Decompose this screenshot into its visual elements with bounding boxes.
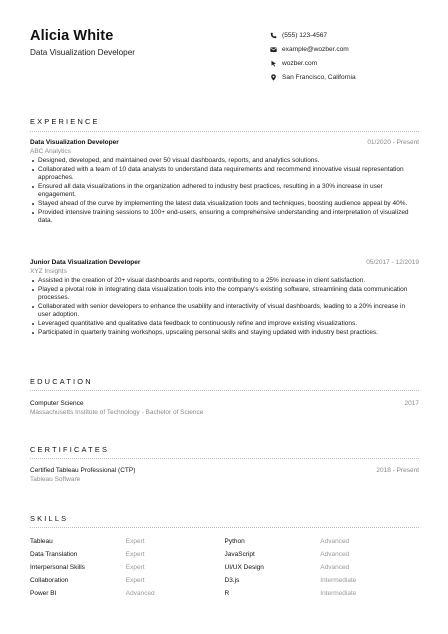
experience-entry — [30, 259, 419, 337]
list-item: Leveraged quantitative and qualitative data feedback to continuously refine and improve existing visualizations. — [30, 320, 419, 329]
skill-level: Expert — [125, 538, 145, 545]
candidate-name: Alicia White — [30, 28, 114, 44]
education-entry — [30, 400, 419, 417]
skill-name: Interpersonal Skills — [30, 564, 85, 571]
contact-phone-text: (555) 123-4567 — [282, 31, 328, 39]
skill-name: JavaScript — [224, 551, 255, 558]
degree-field: Computer Science — [30, 400, 84, 407]
skill-level: Expert — [125, 551, 145, 558]
contact-location — [268, 70, 438, 84]
entry-header — [30, 259, 419, 268]
skill-name: R — [224, 590, 230, 597]
job-title: Data Visualization Developer — [30, 139, 119, 146]
list-item: Collaborated with a team of 10 data analysts to understand data requirements and recommend innovative visual representation approaches. — [30, 166, 419, 183]
company-name: ABC Analytics — [30, 147, 71, 155]
skill-level: Expert — [125, 564, 145, 571]
certificate-name: Certified Tableau Professional (CTP) — [30, 467, 136, 474]
skills-grid — [30, 535, 419, 600]
location-icon — [268, 72, 278, 82]
section-divider — [30, 458, 419, 459]
list-item: Participated in quarterly training workshops, upscaling personal skills and staying updated with industry best practices. — [30, 329, 419, 338]
table-row — [30, 587, 419, 600]
skill-name: Python — [224, 538, 245, 545]
table-row — [30, 561, 419, 574]
phone-icon — [268, 30, 278, 40]
entry-header — [30, 139, 419, 148]
table-row — [30, 574, 419, 587]
certificate-entry — [30, 467, 419, 484]
certificate-dates: 2018 - Present — [376, 467, 419, 474]
entry-header — [30, 400, 419, 409]
list-item: Assisted in the creation of 20+ visual dashboards and reports, contributing to a 25% increase in client satisfaction. — [30, 277, 419, 286]
job-dates: 05/2017 - 12/2019 — [366, 259, 419, 266]
list-item: Played a pivotal role in integrating data visualization tools into the company's existing software, streamlining data communication processes. — [30, 286, 419, 303]
job-title: Junior Data Visualization Developer — [30, 259, 141, 266]
skill-name: Tableau — [30, 538, 53, 545]
skill-name: Power BI — [30, 590, 57, 597]
table-row — [30, 535, 419, 548]
skill-level: Advanced — [320, 538, 350, 545]
entry-header — [30, 467, 419, 476]
contact-location-text: San Francisco, California — [282, 73, 356, 81]
list-item: Designed, developed, and maintained over 50 visual dashboards, reports, and analytics solutions. — [30, 157, 419, 166]
skill-level: Advanced — [320, 551, 350, 558]
section-title-certificates: CERTIFICATES — [30, 445, 110, 454]
contact-website[interactable] — [268, 56, 438, 70]
graduation-year: 2017 — [404, 400, 419, 407]
certificate-issuer: Tableau Software — [30, 475, 81, 483]
company-name: XYZ Insights — [30, 267, 67, 275]
contact-email-text: example@wozber.com — [282, 45, 349, 53]
skill-name: UI/UX Design — [224, 564, 264, 571]
experience-entry — [30, 139, 419, 226]
section-title-skills: SKILLS — [30, 514, 69, 523]
table-row — [30, 548, 419, 561]
contact-block — [268, 28, 438, 84]
skill-name: Collaboration — [30, 577, 69, 584]
list-item: Collaborated with senior developers to enhance the usability and interactivity of visual dashboards, leading to a 20% increase in user adoption. — [30, 303, 419, 320]
skill-level: Intermediate — [320, 590, 357, 597]
achievement-list — [30, 277, 419, 337]
skill-level: Advanced — [320, 564, 350, 571]
school-name: Massachusetts Institute of Technology - Bachelor of Science — [30, 408, 204, 416]
skill-level: Intermediate — [320, 577, 357, 584]
skill-level: Expert — [125, 577, 145, 584]
skill-name: D3.js — [224, 577, 240, 584]
list-item: Ensured all data visualizations in the organization adhered to industry best practices, resulting in a 30% increase in user engagement. — [30, 183, 419, 200]
list-item: Stayed ahead of the curve by implementing the latest data visualization tools and techniques, boosting audience appeal by 40%. — [30, 200, 419, 209]
contact-email[interactable] — [268, 42, 438, 56]
section-title-experience: EXPERIENCE — [30, 117, 100, 126]
achievement-list — [30, 157, 419, 226]
email-icon — [268, 44, 278, 54]
skill-level: Advanced — [125, 590, 155, 597]
list-item: Provided intensive training sessions to 100+ end-users, ensuring a comprehensive understanding and interpretation of visualized data. — [30, 209, 419, 226]
contact-website-text: wozber.com — [282, 59, 318, 67]
section-divider — [30, 527, 419, 528]
section-divider — [30, 131, 419, 132]
contact-phone — [268, 28, 438, 42]
section-title-education: EDUCATION — [30, 377, 93, 386]
section-divider — [30, 390, 419, 391]
skill-name: Data Translation — [30, 551, 78, 558]
job-dates: 01/2020 - Present — [367, 139, 419, 146]
candidate-title: Data Visualization Developer — [30, 48, 135, 57]
website-icon — [268, 58, 278, 68]
